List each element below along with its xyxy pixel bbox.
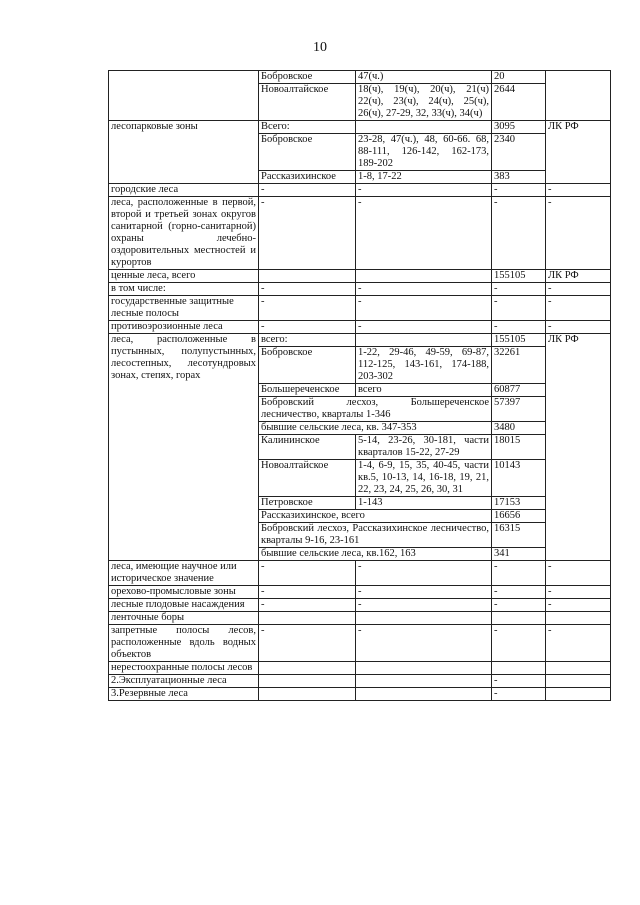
cell-forestry-detail: Бобровский лесхоз, Рассказихинское лесничество, кварталы 9-16, 23-161 bbox=[259, 523, 492, 548]
cell-forestry bbox=[259, 270, 356, 283]
table-row bbox=[109, 612, 611, 625]
cell-forestry: Калининское bbox=[259, 435, 356, 460]
cell-forestry: - bbox=[259, 599, 356, 612]
cell-category: городские леса bbox=[109, 184, 259, 197]
cell-area: 341 bbox=[492, 548, 546, 561]
cell-area: 18015 bbox=[492, 435, 546, 460]
cell-basis: ЛК РФ bbox=[546, 270, 611, 283]
cell-forestry-detail: Бобровский лесхоз, Большереченское лесничество, кварталы 1-346 bbox=[259, 397, 492, 422]
table-row bbox=[109, 121, 611, 134]
cell-forestry: Петровское bbox=[259, 497, 356, 510]
cell-forestry: - bbox=[259, 625, 356, 662]
cell-category: нерестоохранные полосы лесов bbox=[109, 662, 259, 675]
cell-area bbox=[492, 662, 546, 675]
cell-area: - bbox=[492, 561, 546, 586]
table-row bbox=[109, 586, 611, 599]
cell-basis: - bbox=[546, 599, 611, 612]
cell-quarters: 5-14, 23-26, 30-181, части кварталов 15-22, 27-29 bbox=[356, 435, 492, 460]
cell-forestry: - bbox=[259, 586, 356, 599]
cell-quarters bbox=[356, 688, 492, 701]
cell-forestry: Бобровское bbox=[259, 71, 356, 84]
cell-category bbox=[109, 71, 259, 121]
cell-category: 3.Резервные леса bbox=[109, 688, 259, 701]
table-row bbox=[109, 599, 611, 612]
cell-category: лесные плодовые насаждения bbox=[109, 599, 259, 612]
cell-area: 2340 bbox=[492, 134, 546, 171]
cell-area: 16656 bbox=[492, 510, 546, 523]
cell-quarters: - bbox=[356, 561, 492, 586]
cell-area: - bbox=[492, 296, 546, 321]
table-row bbox=[109, 296, 611, 321]
cell-forestry: Всего: bbox=[259, 121, 356, 134]
table-row bbox=[109, 71, 611, 84]
cell-area: 10143 bbox=[492, 460, 546, 497]
cell-basis: - bbox=[546, 184, 611, 197]
cell-area: 3095 bbox=[492, 121, 546, 134]
cell-basis: - bbox=[546, 197, 611, 270]
cell-basis: - bbox=[546, 586, 611, 599]
cell-area: 20 bbox=[492, 71, 546, 84]
cell-basis bbox=[546, 662, 611, 675]
cell-category: ленточные боры bbox=[109, 612, 259, 625]
cell-quarters: - bbox=[356, 599, 492, 612]
cell-basis: - bbox=[546, 625, 611, 662]
page-number: 10 bbox=[313, 40, 327, 55]
cell-forestry: - bbox=[259, 283, 356, 296]
table-row bbox=[109, 197, 611, 270]
cell-basis bbox=[546, 688, 611, 701]
cell-category: запретные полосы лесов, расположенные вдоль водных объектов bbox=[109, 625, 259, 662]
cell-category: противоэрозионные леса bbox=[109, 321, 259, 334]
cell-forestry-detail: Рассказихинское, всего bbox=[259, 510, 492, 523]
table-row bbox=[109, 675, 611, 688]
table-row bbox=[109, 270, 611, 283]
cell-area: 155105 bbox=[492, 334, 546, 347]
cell-forestry bbox=[259, 612, 356, 625]
cell-quarters: - bbox=[356, 296, 492, 321]
cell-forestry: Бобровское bbox=[259, 347, 356, 384]
cell-category: лесопарковые зоны bbox=[109, 121, 259, 184]
cell-basis: ЛК РФ bbox=[546, 121, 611, 184]
cell-area: - bbox=[492, 625, 546, 662]
cell-area: 60877 bbox=[492, 384, 546, 397]
table-row bbox=[109, 283, 611, 296]
cell-forestry: Большереченское bbox=[259, 384, 356, 397]
cell-category: государственные защитные лесные полосы bbox=[109, 296, 259, 321]
table-row bbox=[109, 184, 611, 197]
cell-category: леса, имеющие научное или историческое значение bbox=[109, 561, 259, 586]
cell-basis: - bbox=[546, 296, 611, 321]
cell-quarters bbox=[356, 334, 492, 347]
cell-quarters: - bbox=[356, 184, 492, 197]
cell-forestry: Рассказихинское bbox=[259, 171, 356, 184]
cell-area: 155105 bbox=[492, 270, 546, 283]
cell-forestry: - bbox=[259, 184, 356, 197]
table-row bbox=[109, 625, 611, 662]
cell-quarters: 47(ч.) bbox=[356, 71, 492, 84]
cell-forestry: - bbox=[259, 561, 356, 586]
cell-quarters: - bbox=[356, 321, 492, 334]
table-row bbox=[109, 334, 611, 347]
cell-quarters bbox=[356, 270, 492, 283]
cell-area: - bbox=[492, 586, 546, 599]
cell-basis: - bbox=[546, 283, 611, 296]
cell-quarters: 1-22, 29-46, 49-59, 69-87, 112-125, 143-161, 174-188, 203-302 bbox=[356, 347, 492, 384]
cell-area: - bbox=[492, 599, 546, 612]
cell-forestry-detail: бывшие сельские леса, кв. 347-353 bbox=[259, 422, 492, 435]
cell-forestry: всего: bbox=[259, 334, 356, 347]
cell-quarters: - bbox=[356, 197, 492, 270]
cell-quarters bbox=[356, 121, 492, 134]
cell-quarters: 1-8, 17-22 bbox=[356, 171, 492, 184]
cell-quarters bbox=[356, 612, 492, 625]
cell-area: 17153 bbox=[492, 497, 546, 510]
cell-basis: - bbox=[546, 561, 611, 586]
table-row bbox=[109, 561, 611, 586]
cell-forestry-detail: бывшие сельские леса, кв.162, 163 bbox=[259, 548, 492, 561]
table-row bbox=[109, 688, 611, 701]
forest-table bbox=[108, 70, 611, 701]
cell-quarters: 1-4, 6-9, 15, 35, 40-45, части кв.5, 10-13, 14, 16-18, 19, 21, 22, 23, 24, 25, 26, 30, 31 bbox=[356, 460, 492, 497]
cell-quarters: - bbox=[356, 283, 492, 296]
cell-forestry bbox=[259, 688, 356, 701]
cell-forestry: - bbox=[259, 197, 356, 270]
cell-forestry: - bbox=[259, 296, 356, 321]
cell-forestry bbox=[259, 662, 356, 675]
cell-area: - bbox=[492, 283, 546, 296]
cell-category: леса, расположенные в пустынных, полупустынных, лесостепных, лесотундровых зонах, степях, горах bbox=[109, 334, 259, 561]
cell-forestry: - bbox=[259, 321, 356, 334]
cell-category: леса, расположенные в первой, второй и третьей зонах округов санитарной (горно-санитарной) охраны лечебно-оздоровительных местностей и курортов bbox=[109, 197, 259, 270]
cell-area: 32261 bbox=[492, 347, 546, 384]
cell-forestry: Новоалтайское bbox=[259, 460, 356, 497]
cell-basis bbox=[546, 612, 611, 625]
cell-quarters: - bbox=[356, 586, 492, 599]
cell-area: - bbox=[492, 675, 546, 688]
cell-area: - bbox=[492, 184, 546, 197]
cell-area: 2644 bbox=[492, 84, 546, 121]
cell-forestry bbox=[259, 675, 356, 688]
cell-quarters: - bbox=[356, 625, 492, 662]
cell-quarters: 1-143 bbox=[356, 497, 492, 510]
cell-forestry: Новоалтайское bbox=[259, 84, 356, 121]
cell-quarters bbox=[356, 675, 492, 688]
cell-area: 57397 bbox=[492, 397, 546, 422]
cell-category: орехово-промысловые зоны bbox=[109, 586, 259, 599]
cell-area: 3480 bbox=[492, 422, 546, 435]
cell-quarters: 23-28, 47(ч.), 48, 60-66. 68, 88-111, 126-142, 162-173, 189-202 bbox=[356, 134, 492, 171]
cell-category: в том числе: bbox=[109, 283, 259, 296]
cell-basis bbox=[546, 71, 611, 121]
cell-forestry: Бобровское bbox=[259, 134, 356, 171]
cell-area: - bbox=[492, 688, 546, 701]
cell-area: 16315 bbox=[492, 523, 546, 548]
cell-quarters: всего bbox=[356, 384, 492, 397]
table-row bbox=[109, 321, 611, 334]
cell-basis bbox=[546, 675, 611, 688]
cell-area: 383 bbox=[492, 171, 546, 184]
cell-quarters: 18(ч), 19(ч), 20(ч), 21(ч) 22(ч), 23(ч), 24(ч), 25(ч), 26(ч), 27-29, 32, 33(ч), 34(ч) bbox=[356, 84, 492, 121]
cell-category: 2.Эксплуатационные леса bbox=[109, 675, 259, 688]
table-row bbox=[109, 662, 611, 675]
cell-basis: - bbox=[546, 321, 611, 334]
cell-quarters bbox=[356, 662, 492, 675]
cell-area bbox=[492, 612, 546, 625]
cell-area: - bbox=[492, 197, 546, 270]
cell-category: ценные леса, всего bbox=[109, 270, 259, 283]
cell-basis: ЛК РФ bbox=[546, 334, 611, 561]
cell-area: - bbox=[492, 321, 546, 334]
